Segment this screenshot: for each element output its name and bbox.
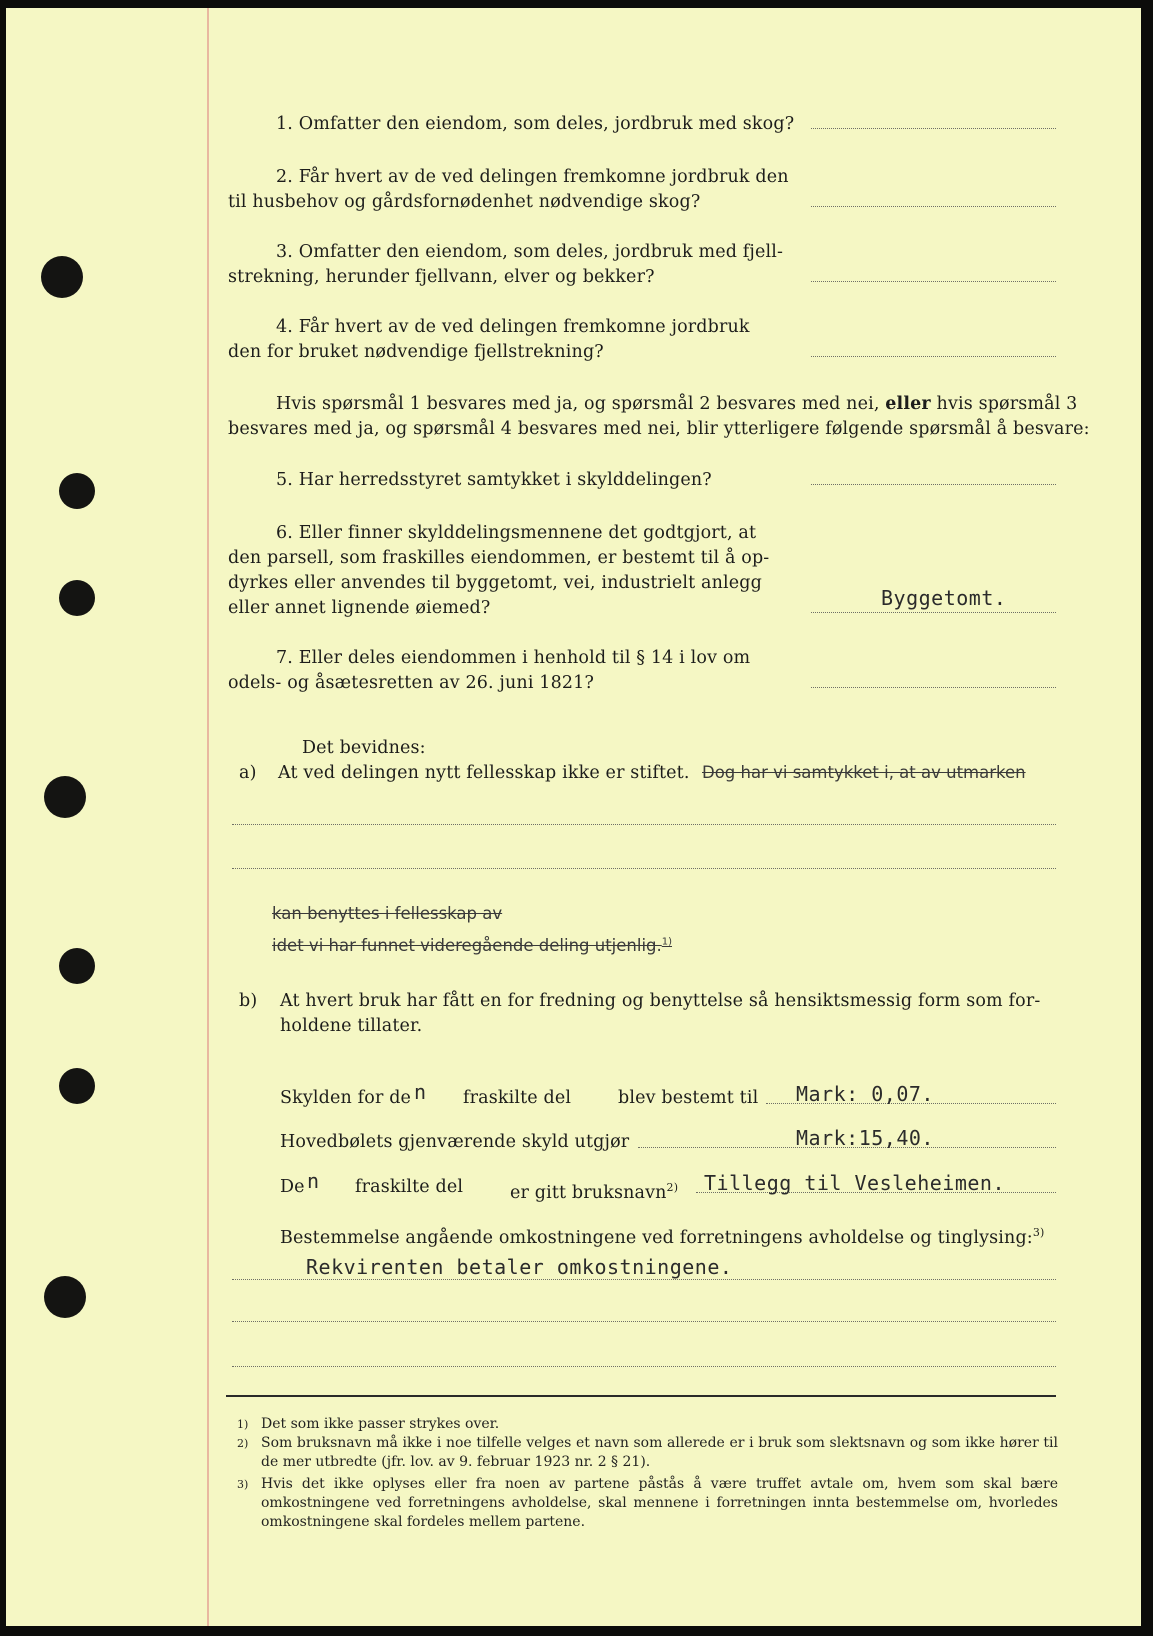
hoved-value: Mark:15,40. — [796, 1126, 934, 1150]
answer-line-6 — [811, 612, 1056, 613]
name-hand-n: n — [307, 1169, 320, 1193]
name-value: Tillegg til Vesleheimen. — [704, 1171, 1005, 1195]
instruction-part-b: hvis spørsmål 3 — [936, 394, 1078, 414]
cost-label — [280, 1220, 1044, 1251]
blank-line — [232, 868, 1056, 869]
item-a-marker: a) — [239, 763, 257, 783]
margin-line — [207, 8, 209, 1626]
skyld-label-b: fraskilte del — [463, 1088, 572, 1108]
question-4-line-2: den for bruket nødvendige fjellstrekning? — [228, 342, 604, 362]
question-1: 1. Omfatter den eiendom, som deles, jordbruk med skog? — [276, 114, 795, 134]
punch-hole — [44, 1276, 86, 1318]
cost-value-line — [232, 1279, 1056, 1280]
question-6-line-1: 6. Eller finner skylddelingsmennene det godtgjort, at — [276, 523, 757, 543]
cost-value: Rekvirenten betaler omkostningene. — [306, 1255, 733, 1279]
punch-hole — [59, 1068, 95, 1104]
question-2-line-1: 2. Får hvert av de ved delingen fremkomne jordbruk den — [276, 167, 789, 187]
instruction-bold-word: eller — [885, 394, 931, 414]
cost-label-text: Bestemmelse angående omkostningene ved forretningens avholdelse og tinglysing: — [280, 1227, 1033, 1248]
name-label-b: fraskilte del — [355, 1177, 464, 1197]
punch-hole — [44, 776, 86, 818]
question-6-line-4: eller annet lignende øiemed? — [228, 598, 491, 618]
question-3-line-1: 3. Omfatter den eiendom, som deles, jordbruk med fjell- — [276, 242, 784, 262]
punch-hole — [59, 580, 95, 616]
footnote-2-mark: 2) — [237, 1437, 249, 1450]
struck-text-3-body: idet vi har funnet videregående deling utjenlig. — [272, 936, 662, 955]
document-page — [6, 8, 1141, 1626]
skyld-label-c: blev bestemt til — [618, 1088, 759, 1108]
answer-line-7 — [811, 687, 1056, 688]
question-3-line-2: strekning, herunder fjellvann, elver og bekker? — [228, 267, 655, 287]
answer-line-3 — [811, 281, 1056, 282]
question-6-line-3: dyrkes eller anvendes til byggetomt, vei, industrielt anlegg — [228, 573, 762, 593]
struck-text-3-sup: 1) — [661, 936, 673, 948]
hoved-label: Hovedbølets gjenværende skyld utgjør — [280, 1132, 630, 1152]
item-b-line-1: At hvert bruk har fått en for fredning og benyttelse så hensiktsmessig form som for- — [280, 991, 1041, 1011]
instruction-line-1 — [276, 392, 1077, 417]
item-b-marker: b) — [239, 991, 258, 1011]
name-label-a: De — [280, 1177, 305, 1197]
question-6-answer: Byggetomt. — [881, 586, 1007, 610]
name-label-c — [510, 1175, 678, 1206]
blank-line — [232, 1366, 1056, 1367]
struck-text-1: Dog har vi samtykket i, at av utmarken — [702, 763, 1026, 782]
question-5: 5. Har herredsstyret samtykket i skylddelingen? — [276, 470, 712, 490]
answer-line-1 — [811, 128, 1056, 129]
blank-line — [232, 1321, 1056, 1322]
question-6-line-2: den parsell, som fraskilles eiendommen, er bestemt til å op- — [228, 548, 770, 568]
skyld-value: Mark: 0,07. — [796, 1082, 934, 1106]
answer-line-4 — [811, 356, 1056, 357]
footnote-3-text: Hvis det ikke oplyses eller fra noen av partene påstås å være truffet avtale om, hvem som skal bære omkostningene ved forretningens avholdelse, skal mennene i forretningen innta bestemmelse om, hvorledes omkostningene skal fordeles mellem partene. — [261, 1476, 1058, 1530]
struck-text-3 — [272, 936, 672, 955]
skyld-hand-n: n — [414, 1080, 427, 1104]
answer-line-5 — [811, 484, 1056, 485]
cost-label-sup: 3) — [1032, 1226, 1045, 1239]
punch-hole — [41, 256, 83, 298]
punch-hole — [59, 948, 95, 984]
question-4-line-1: 4. Får hvert av de ved delingen fremkomne jordbruk — [276, 317, 750, 337]
punch-hole — [59, 473, 95, 509]
blank-line — [232, 824, 1056, 825]
item-b-line-2: holdene tillater. — [280, 1016, 423, 1036]
name-label-c-text: er gitt bruksnavn — [510, 1182, 667, 1203]
question-7-line-2: odels- og åsætesretten av 26. juni 1821? — [228, 673, 594, 693]
question-7-line-1: 7. Eller deles eiendommen i henhold til § 14 i lov om — [276, 648, 751, 668]
footnote-1-text: Det som ikke passer strykes over. — [261, 1416, 500, 1432]
instruction-part-a: Hvis spørsmål 1 besvares med ja, og spørsmål 2 besvares med nei, — [276, 394, 880, 414]
skyld-label-a: Skylden for de — [280, 1088, 412, 1108]
answer-line-2 — [811, 206, 1056, 207]
footnote-rule — [226, 1395, 1056, 1397]
name-label-sup: 2) — [666, 1181, 679, 1194]
footnote-1-mark: 1) — [237, 1418, 249, 1431]
question-2-line-2: til husbehov og gårdsfornødenhet nødvendige skog? — [228, 192, 701, 212]
item-a-text: At ved delingen nytt fellesskap ikke er stiftet. — [278, 763, 690, 783]
certification-heading: Det bevidnes: — [302, 738, 426, 758]
instruction-line-2: besvares med ja, og spørsmål 4 besvares med nei, blir ytterligere følgende spørsmål å besvare: — [228, 419, 1090, 439]
footnote-2-text: Som bruksnavn må ikke i noe tilfelle velges et navn som allerede er i bruk som slektsnavn og som ikke hører til de mer utbredte (jfr. lov. av 9. februar 1923 nr. 2 § 21). — [261, 1435, 1058, 1470]
struck-text-2: kan benyttes i fellesskap av — [272, 904, 503, 923]
footnote-3-mark: 3) — [237, 1478, 249, 1491]
